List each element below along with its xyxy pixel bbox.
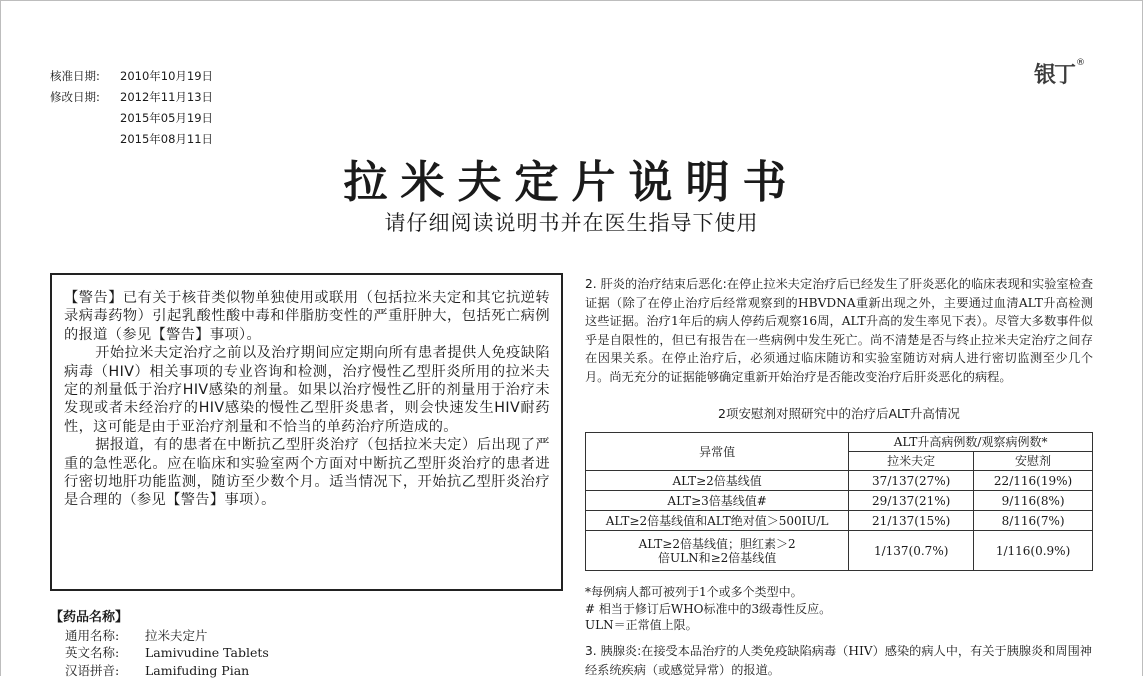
date-value: 2012年11月13日	[120, 87, 213, 108]
cell-placebo: 22/116(19%)	[974, 471, 1093, 491]
drug-name-row	[50, 644, 269, 662]
note-line: ULN＝正常值上限。	[585, 617, 831, 634]
logo-text: 银丁	[1034, 63, 1074, 88]
table-row	[586, 471, 1093, 491]
drug-name-heading: 【药品名称】	[50, 609, 269, 627]
warning-paragraph: 开始拉米夫定治疗之前以及治疗期间应定期向所有患者提供人免疫缺陷病毒（HIV）相关事项的专业咨询和检测，治疗慢性乙型肝炎所用的拉米夫定的剂量低于治疗HIV感染的剂量。如果以治疗慢性乙肝的剂量用于治疗未发现或者未经治疗的HIV感染的慢性乙型肝炎患者，则会快速发生HIV耐药性，这可能是由于亚治疗剂量和不恰当的单药治疗所造成的。	[64, 344, 550, 436]
section-heading: 3. 胰腺炎:	[585, 644, 641, 658]
date-value: 2015年08月11日	[120, 129, 213, 150]
note-line: *每例病人都可被列于1个或多个类型中。	[585, 584, 831, 601]
drug-name-row	[50, 662, 269, 679]
cell-lamivudine: 21/137(15%)	[849, 511, 974, 531]
cell-lamivudine: 29/137(21%)	[849, 491, 974, 511]
header-placebo: 安慰剂	[974, 452, 1093, 471]
table-row	[586, 531, 1093, 571]
drug-name-label: 通用名称:	[65, 627, 145, 645]
date-value: 2015年05月19日	[120, 108, 213, 129]
drug-name-value: Lamifuding Pian	[145, 662, 249, 679]
section-paragraph	[585, 275, 1093, 387]
drug-name-value: 拉米夫定片	[145, 627, 208, 645]
document-title: 拉米夫定片说明书	[0, 146, 1143, 210]
table-title: 2项安慰剂对照研究中的治疗后ALT升高情况	[585, 404, 1093, 422]
date-label	[50, 108, 120, 129]
alt-table	[585, 432, 1093, 571]
cell-placebo: 8/116(7%)	[974, 511, 1093, 531]
date-row	[50, 87, 213, 108]
document-subtitle: 请仔细阅读说明书并在医生指导下使用	[0, 207, 1143, 237]
section-text: 在接受本品治疗的人类免疫缺陷病毒（HIV）感染的病人中，有关于胰腺炎和周围神经系统疾病（或感觉异常）的报道。	[585, 644, 1092, 677]
cell-label-line: 倍ULN和≥2倍基线值	[588, 551, 846, 565]
date-row	[50, 108, 213, 129]
drug-name-value: Lamivudine Tablets	[145, 644, 269, 662]
date-label: 核准日期:	[50, 66, 120, 87]
cell-label	[586, 531, 849, 571]
cell-label: ALT≥3倍基线值#	[586, 491, 849, 511]
drug-name-row	[50, 627, 269, 645]
section-text: 在停止拉米夫定治疗后已经发生了肝炎恶化的临床表现和实验室检查证据（除了在停止治疗后经常观察到的HBVDNA重新出现之外，主要通过血清ALT升高检测这些证据。治疗1年后的病人停药后观察16周，ALT升高的发生率见下表）。尽管大多数事件似乎是自限性的，但已有报告在一些病例中发生死亡。尚不清楚是否与终止拉米夫定治疗之间存在因果关系。在停止治疗后，必须通过临床随访和实验室随访对病人进行密切监测至少几个月。尚无充分的证据能够确定重新开始治疗是否能改变治疗后肝炎恶化的病程。	[585, 277, 1093, 384]
warning-paragraph: 据报道，有的患者在中断抗乙型肝炎治疗（包括拉米夫定）后出现了严重的急性恶化。应在临床和实验室两个方面对中断抗乙型肝炎治疗的患者进行密切地肝功能监测，随访至少数个月。适当情况下，开始抗乙型肝炎治疗是合理的（参见【警告】事项）。	[64, 436, 550, 510]
section-heading: 2. 肝炎的治疗结束后恶化:	[585, 277, 727, 291]
header-lamivudine: 拉米夫定	[849, 452, 974, 471]
drug-name-label: 英文名称:	[65, 644, 145, 662]
registered-mark: ®	[1076, 58, 1085, 68]
warning-box	[50, 273, 563, 591]
warning-paragraph: 【警告】已有关于核苷类似物单独使用或联用（包括拉米夫定和其它抗逆转录病毒药物）引起乳酸性酸中毒和伴脂肪变性的严重肝肿大，包括死亡病例的报道（参见【警告】事项）。	[64, 289, 550, 344]
cell-placebo: 9/116(8%)	[974, 491, 1093, 511]
cell-label: ALT≥2倍基线值	[586, 471, 849, 491]
date-label: 修改日期:	[50, 87, 120, 108]
date-row	[50, 66, 213, 87]
header-abnormal: 异常值	[586, 433, 849, 471]
drug-name-label: 汉语拼音:	[65, 662, 145, 679]
brand-logo	[1034, 58, 1085, 89]
approval-dates	[50, 66, 213, 150]
table-row	[586, 491, 1093, 511]
cell-lamivudine: 37/137(27%)	[849, 471, 974, 491]
table-notes	[585, 584, 831, 634]
section-hepatitis-exacerbation	[585, 275, 1093, 387]
table-header-row	[586, 433, 1093, 452]
section-pancreatitis	[585, 642, 1093, 679]
date-value: 2010年10月19日	[120, 66, 213, 87]
cell-label: ALT≥2倍基线值和ALT绝对值＞500IU/L	[586, 511, 849, 531]
cell-lamivudine: 1/137(0.7%)	[849, 531, 974, 571]
note-line: # 相当于修订后WHO标准中的3级毒性反应。	[585, 601, 831, 618]
cell-placebo: 1/116(0.9%)	[974, 531, 1093, 571]
cell-label-line: ALT≥2倍基线值；胆红素＞2	[588, 537, 846, 551]
table-row	[586, 511, 1093, 531]
drug-name-section	[50, 609, 269, 679]
header-group: ALT升高病例数/观察病例数*	[849, 433, 1093, 452]
